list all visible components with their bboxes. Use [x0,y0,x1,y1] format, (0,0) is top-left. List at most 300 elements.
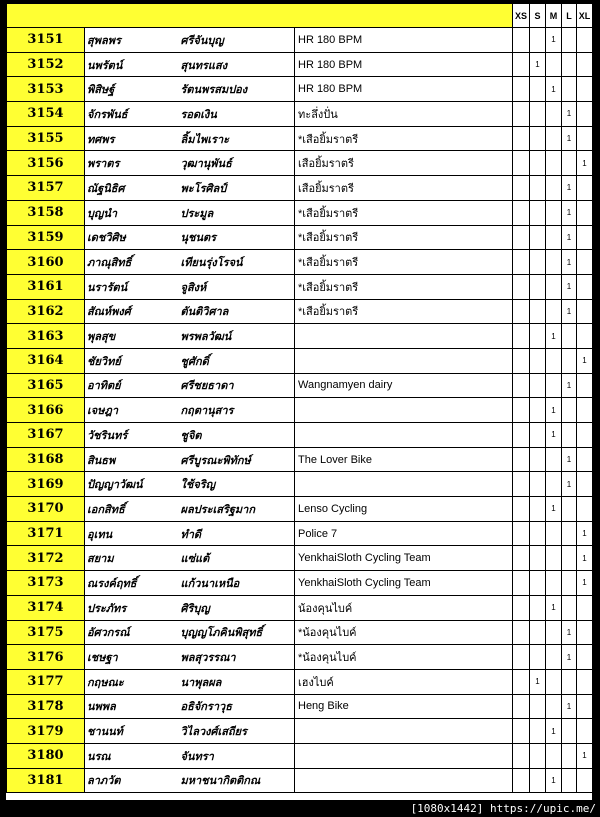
size-xs-cell [513,151,530,176]
size-s-cell [530,497,546,522]
size-xs-cell [513,28,530,53]
size-xl-cell: 1 [577,743,593,768]
first-name: ณรงค์ฤทธิ์ [85,571,181,596]
table-row [7,595,593,620]
size-xs-cell [513,743,530,768]
size-l-cell: 1 [562,225,577,250]
size-s-cell [530,299,546,324]
bib-number: 3175 [7,620,85,645]
last-name: ศรีบูรณะพิทักษ์ [181,447,295,472]
size-m-cell: 1 [546,324,562,349]
size-header-l: L [562,4,577,28]
size-m-cell: 1 [546,398,562,423]
last-name: แก้วนาเหนือ [181,571,295,596]
first-name: นรารัตน์ [85,274,181,299]
table-row [7,694,593,719]
first-name: ทศพร [85,126,181,151]
first-name: นพพล [85,694,181,719]
team-name [295,768,513,793]
size-xl-cell [577,299,593,324]
header-row [7,4,593,28]
last-name: พะโรศิลป์ [181,176,295,201]
size-l-cell: 1 [562,102,577,127]
team-name: *เสือยิ้มราตรี [295,299,513,324]
team-name: Lenso Cycling [295,497,513,522]
first-name: พุลสุข [85,324,181,349]
size-xs-cell [513,176,530,201]
size-s-cell [530,595,546,620]
last-name: รัตนพรสมปอง [181,77,295,102]
team-name [295,398,513,423]
table-row [7,250,593,275]
team-name: YenkhaiSloth Cycling Team [295,546,513,571]
size-xl-cell [577,373,593,398]
registration-sheet [6,3,592,800]
size-xs-cell [513,521,530,546]
last-name: มหาชนากิตติกณ [181,768,295,793]
table-row [7,274,593,299]
size-xl-cell [577,52,593,77]
bib-number: 3179 [7,719,85,744]
first-name: จักรพันธ์ [85,102,181,127]
size-s-cell [530,348,546,373]
team-name: Wangnamyen dairy [295,373,513,398]
size-l-cell [562,28,577,53]
team-name: *เสือยิ้มราตรี [295,126,513,151]
bib-number: 3167 [7,423,85,448]
size-l-cell: 1 [562,176,577,201]
last-name: อธิจักราวุธ [181,694,295,719]
last-name: พลสุวรรณา [181,645,295,670]
size-xl-cell: 1 [577,521,593,546]
first-name: สัณห์พงศ์ [85,299,181,324]
registration-table [6,3,593,793]
team-name: *เสือยิ้มราตรี [295,225,513,250]
table-row [7,620,593,645]
size-header-s: S [530,4,546,28]
last-name: กฤตานุสาร [181,398,295,423]
size-xs-cell [513,620,530,645]
size-l-cell [562,423,577,448]
bib-number: 3157 [7,176,85,201]
last-name: วุฒานุพันธ์ [181,151,295,176]
team-name: The Lover Bike [295,447,513,472]
team-name: HR 180 BPM [295,52,513,77]
team-name: HR 180 BPM [295,28,513,53]
bib-number: 3155 [7,126,85,151]
size-s-cell [530,743,546,768]
size-xl-cell: 1 [577,151,593,176]
size-s-cell [530,151,546,176]
bib-number: 3160 [7,250,85,275]
last-name: ผลประเสริฐมาก [181,497,295,522]
size-xs-cell [513,200,530,225]
size-xl-cell [577,176,593,201]
last-name: ตันติวิศาล [181,299,295,324]
size-l-cell: 1 [562,472,577,497]
size-xl-cell [577,225,593,250]
bib-number: 3170 [7,497,85,522]
size-s-cell: 1 [530,52,546,77]
size-m-cell [546,645,562,670]
size-xl-cell: 1 [577,571,593,596]
size-l-cell: 1 [562,620,577,645]
bib-number: 3152 [7,52,85,77]
size-s-cell [530,28,546,53]
table-row [7,521,593,546]
size-l-cell [562,595,577,620]
team-name: เสือยิ้มราตรี [295,176,513,201]
size-l-cell [562,497,577,522]
table-row [7,571,593,596]
size-s-cell [530,546,546,571]
last-name: จูสิงห์ [181,274,295,299]
first-name: เดชวิศิษ [85,225,181,250]
size-s-cell [530,620,546,645]
size-xl-cell [577,694,593,719]
size-xl-cell [577,595,593,620]
table-row [7,373,593,398]
bib-number: 3174 [7,595,85,620]
size-s-cell [530,423,546,448]
table-row [7,299,593,324]
team-name: HR 180 BPM [295,77,513,102]
table-row [7,645,593,670]
size-l-cell [562,324,577,349]
size-m-cell [546,472,562,497]
team-name: *เสือยิ้มราตรี [295,200,513,225]
size-m-cell [546,348,562,373]
table-row [7,398,593,423]
size-xl-cell [577,447,593,472]
last-name: ใช้จริญ [181,472,295,497]
size-m-cell: 1 [546,423,562,448]
size-m-cell: 1 [546,77,562,102]
size-l-cell: 1 [562,373,577,398]
size-xs-cell [513,398,530,423]
size-m-cell: 1 [546,768,562,793]
size-s-cell [530,77,546,102]
bib-number: 3166 [7,398,85,423]
size-l-cell [562,52,577,77]
size-l-cell [562,669,577,694]
first-name: สยาม [85,546,181,571]
size-l-cell [562,546,577,571]
size-xs-cell [513,324,530,349]
size-s-cell [530,225,546,250]
header-blank-cell [7,4,513,28]
team-name [295,719,513,744]
team-name: YenkhaiSloth Cycling Team [295,571,513,596]
bib-number: 3154 [7,102,85,127]
size-s-cell [530,398,546,423]
last-name: บุญญโภคินพิสุทธิ์ [181,620,295,645]
team-name [295,743,513,768]
size-xs-cell [513,126,530,151]
first-name: ชัยวิทย์ [85,348,181,373]
size-header-xs: XS [513,4,530,28]
bib-number: 3153 [7,77,85,102]
first-name: อัศวกรณ์ [85,620,181,645]
last-name: วิไลวงศ์เสถียร [181,719,295,744]
size-xs-cell [513,447,530,472]
first-name: พราตร [85,151,181,176]
last-name: ทำดี [181,521,295,546]
size-xs-cell [513,719,530,744]
first-name: อุเทน [85,521,181,546]
last-name: สุนทรแสง [181,52,295,77]
first-name: กฤษณะ [85,669,181,694]
size-xs-cell [513,595,530,620]
size-s-cell [530,250,546,275]
first-name: นรณ [85,743,181,768]
table-row [7,200,593,225]
size-xl-cell [577,423,593,448]
size-s-cell [530,694,546,719]
size-m-cell [546,743,562,768]
size-xs-cell [513,571,530,596]
size-m-cell [546,250,562,275]
size-l-cell: 1 [562,645,577,670]
first-name: ปัญญาวัฒน์ [85,472,181,497]
size-xl-cell [577,620,593,645]
size-header-xl: XL [577,4,593,28]
team-name: Police 7 [295,521,513,546]
size-xs-cell [513,225,530,250]
size-xs-cell [513,546,530,571]
team-name [295,324,513,349]
bib-number: 3177 [7,669,85,694]
size-m-cell [546,546,562,571]
table-row [7,52,593,77]
last-name: รอดเงิน [181,102,295,127]
bib-number: 3181 [7,768,85,793]
bib-number: 3180 [7,743,85,768]
size-l-cell: 1 [562,447,577,472]
first-name: เชษฐา [85,645,181,670]
bib-number: 3159 [7,225,85,250]
table-row [7,719,593,744]
size-m-cell [546,620,562,645]
size-xs-cell [513,694,530,719]
team-name: *น้องคุนไบค์ [295,645,513,670]
size-xs-cell [513,768,530,793]
size-m-cell [546,669,562,694]
size-m-cell: 1 [546,28,562,53]
size-l-cell [562,348,577,373]
team-name [295,348,513,373]
table-row [7,497,593,522]
table-row [7,348,593,373]
team-name: เสือยิ้มราตรี [295,151,513,176]
size-m-cell [546,151,562,176]
size-xs-cell [513,373,530,398]
size-m-cell [546,447,562,472]
size-s-cell [530,274,546,299]
team-name: *เสือยิ้มราตรี [295,274,513,299]
size-xl-cell [577,398,593,423]
first-name: พิสิษฐ์ [85,77,181,102]
table-row [7,151,593,176]
last-name: ประมูล [181,200,295,225]
size-m-cell [546,52,562,77]
size-xl-cell [577,28,593,53]
size-s-cell [530,373,546,398]
size-l-cell [562,571,577,596]
size-m-cell [546,274,562,299]
size-s-cell [530,102,546,127]
table-row [7,102,593,127]
size-xs-cell [513,669,530,694]
first-name: สินธพ [85,447,181,472]
size-s-cell [530,200,546,225]
size-s-cell [530,571,546,596]
size-xs-cell [513,102,530,127]
size-l-cell: 1 [562,200,577,225]
table-row [7,324,593,349]
size-m-cell [546,102,562,127]
size-xs-cell [513,250,530,275]
last-name: ชูจิต [181,423,295,448]
size-m-cell [546,373,562,398]
size-s-cell: 1 [530,669,546,694]
last-name: จันทรา [181,743,295,768]
first-name: ประภัทร [85,595,181,620]
size-xs-cell [513,348,530,373]
last-name: ศรีจันบุญ [181,28,295,53]
team-name: เฮงไบค์ [295,669,513,694]
first-name: ลาภวัต [85,768,181,793]
bib-number: 3168 [7,447,85,472]
last-name: นุชนตร [181,225,295,250]
size-xs-cell [513,274,530,299]
size-m-cell [546,176,562,201]
bib-number: 3173 [7,571,85,596]
bib-number: 3172 [7,546,85,571]
size-xl-cell [577,274,593,299]
last-name: ศรีชยธาดา [181,373,295,398]
size-xl-cell [577,324,593,349]
table-row [7,546,593,571]
table-row [7,28,593,53]
size-l-cell: 1 [562,274,577,299]
size-s-cell [530,126,546,151]
team-name: *เสือยิ้มราตรี [295,250,513,275]
team-name [295,472,513,497]
size-l-cell: 1 [562,694,577,719]
bib-number: 3165 [7,373,85,398]
size-m-cell [546,200,562,225]
table-row [7,126,593,151]
size-m-cell [546,225,562,250]
size-s-cell [530,324,546,349]
size-s-cell [530,719,546,744]
size-s-cell [530,645,546,670]
size-xl-cell [577,669,593,694]
size-s-cell [530,176,546,201]
size-xl-cell [577,102,593,127]
last-name: นาพุลผล [181,669,295,694]
size-l-cell [562,719,577,744]
size-xl-cell [577,77,593,102]
table-row [7,423,593,448]
size-m-cell [546,571,562,596]
team-name: ทะลึ่งปั่น [295,102,513,127]
size-l-cell: 1 [562,126,577,151]
size-xl-cell [577,250,593,275]
size-s-cell [530,521,546,546]
size-m-cell [546,126,562,151]
team-name: *น้องคุนไบค์ [295,620,513,645]
size-m-cell [546,521,562,546]
size-xs-cell [513,472,530,497]
first-name: ชานนท์ [85,719,181,744]
bib-number: 3176 [7,645,85,670]
size-l-cell: 1 [562,299,577,324]
size-m-cell: 1 [546,719,562,744]
table-row [7,743,593,768]
size-xl-cell [577,719,593,744]
size-xl-cell: 1 [577,546,593,571]
size-xs-cell [513,52,530,77]
size-xs-cell [513,423,530,448]
last-name: ลิ้มไพเราะ [181,126,295,151]
bib-number: 3161 [7,274,85,299]
team-name: น้องคุนไบค์ [295,595,513,620]
team-name: Heng Bike [295,694,513,719]
size-l-cell [562,151,577,176]
table-row [7,225,593,250]
size-l-cell [562,743,577,768]
bib-number: 3162 [7,299,85,324]
size-xs-cell [513,497,530,522]
size-m-cell: 1 [546,497,562,522]
last-name: แซ่แต้ [181,546,295,571]
last-name: เทียนรุ่งโรจน์ [181,250,295,275]
size-s-cell [530,447,546,472]
last-name: พรพลวัฒน์ [181,324,295,349]
size-m-cell [546,299,562,324]
table-row [7,472,593,497]
last-name: ชูศักดิ์ [181,348,295,373]
first-name: ณัฐนิธิศ [85,176,181,201]
size-l-cell [562,77,577,102]
size-xl-cell [577,497,593,522]
size-l-cell [562,521,577,546]
first-name: วัชรินทร์ [85,423,181,448]
size-xs-cell [513,299,530,324]
table-row [7,77,593,102]
first-name: ภาณุสิทธิ์ [85,250,181,275]
first-name: เอกสิทธิ์ [85,497,181,522]
size-xl-cell: 1 [577,348,593,373]
size-m-cell: 1 [546,595,562,620]
bib-number: 3158 [7,200,85,225]
bib-number: 3163 [7,324,85,349]
table-row [7,669,593,694]
size-xs-cell [513,77,530,102]
first-name: เจษฎา [85,398,181,423]
first-name: อาทิตย์ [85,373,181,398]
bib-number: 3178 [7,694,85,719]
size-header-m: M [546,4,562,28]
first-name: บุญนำ [85,200,181,225]
size-l-cell: 1 [562,250,577,275]
size-xs-cell [513,645,530,670]
size-xl-cell [577,200,593,225]
size-s-cell [530,768,546,793]
size-xl-cell [577,768,593,793]
